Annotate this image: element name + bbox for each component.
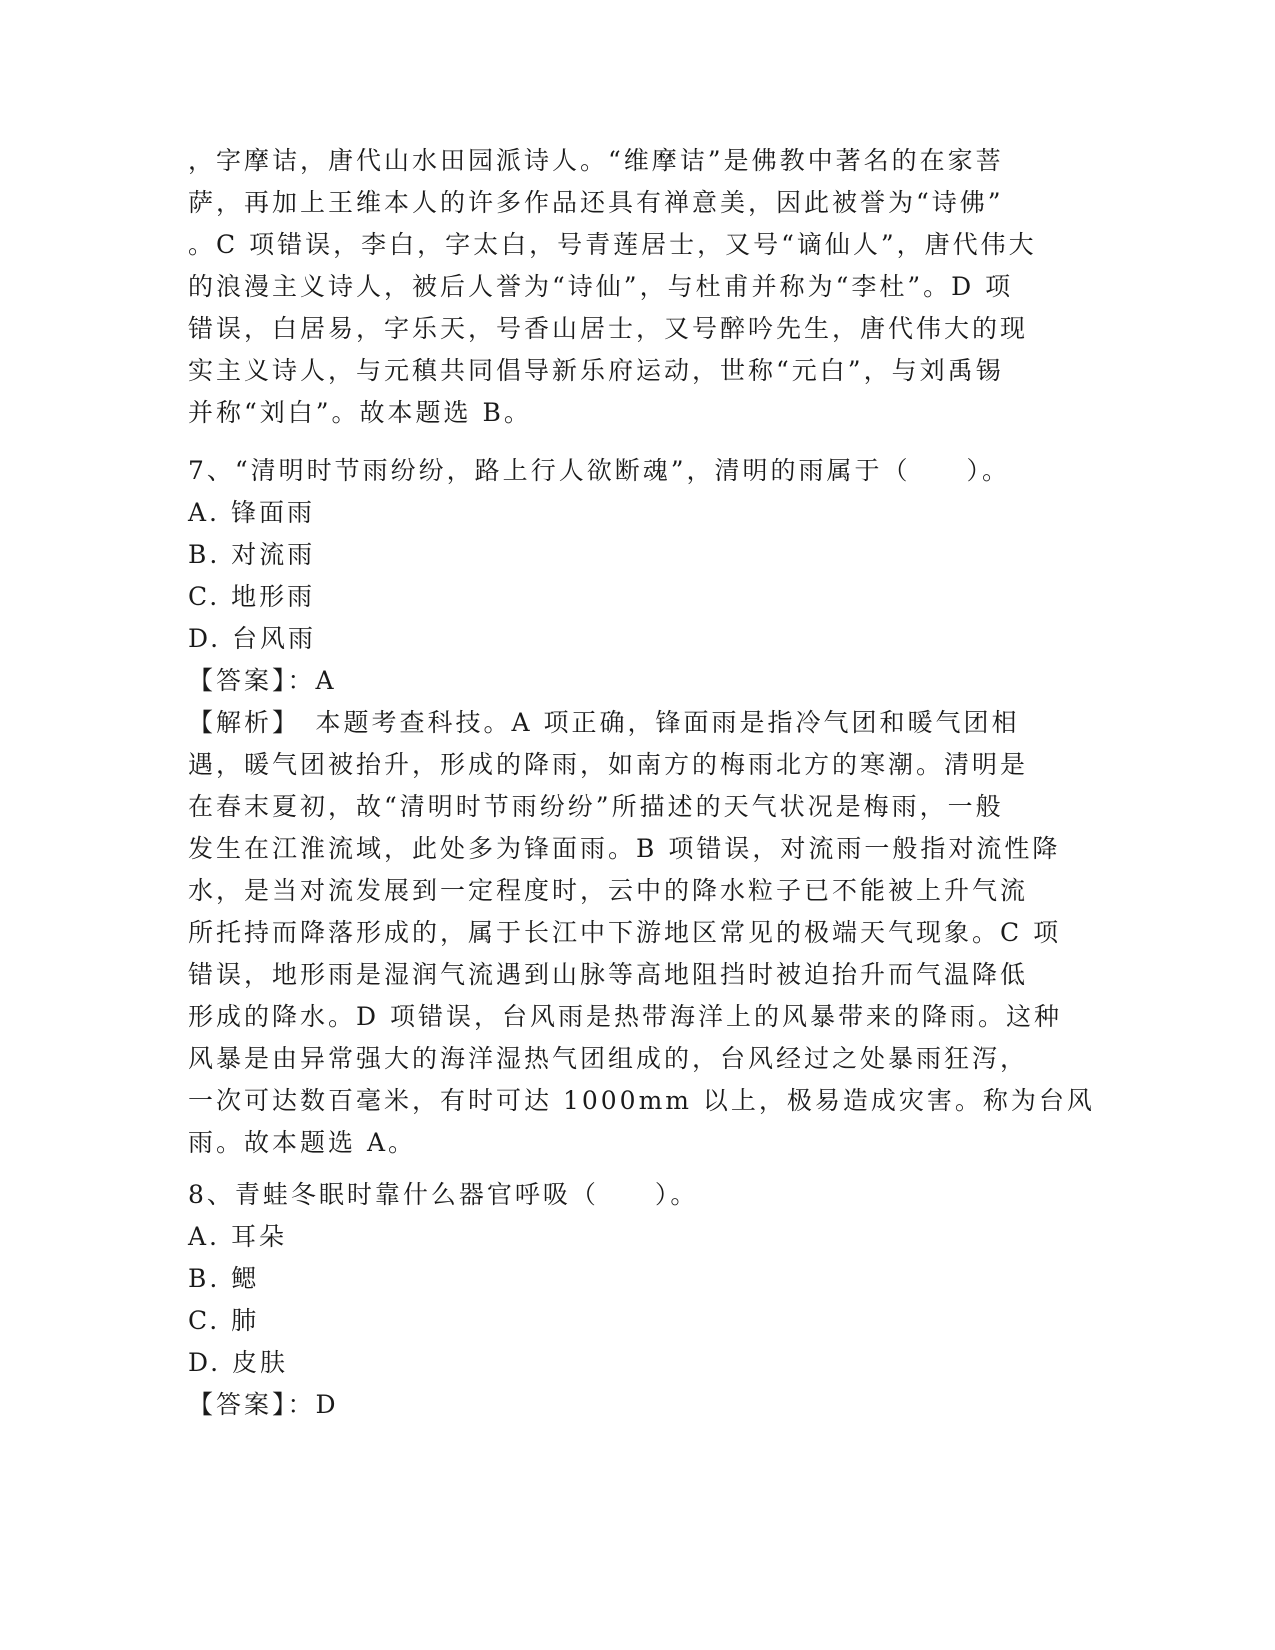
text-line: 实主义诗人，与元稹共同倡导新乐府运动，世称“元白”，与刘禹锡 (188, 356, 1004, 385)
question-7-explanation-line: 风暴是由异常强大的海洋湿热气团组成的，台风经过之处暴雨狂泻， (188, 1044, 1029, 1073)
text-line: 的浪漫主义诗人，被后人誉为“诗仙”，与杜甫并称为“李杜”。D 项 (188, 272, 1014, 301)
prev-explanation (188, 140, 1088, 434)
question-7-explanation-line: 在春末夏初，故“清明时节雨纷纷”所描述的天气状况是梅雨，一般 (188, 792, 1004, 821)
question-7-option-d: D. 台风雨 (188, 624, 317, 653)
question-7-explanation-line: 形成的降水。D 项错误，台风雨是热带海洋上的风暴带来的降雨。这种 (188, 1002, 1062, 1031)
question-7-explanation-line: 一次可达数百毫米，有时可达 1000mm 以上，极易造成灾害。称为台风 (188, 1086, 1095, 1115)
question-7-explanation-line: 发生在江淮流域，此处多为锋面雨。B 项错误，对流雨一般指对流性降 (188, 834, 1061, 863)
question-8-answer: 【答案】：D (188, 1390, 339, 1419)
question-7-explanation-line: 水，是当对流发展到一定程度时，云中的降水粒子已不能被上升气流 (188, 876, 1029, 905)
question-7-explanation-line: 遇，暖气团被抬升，形成的降雨，如南方的梅雨北方的寒潮。清明是 (188, 750, 1029, 779)
text-line: 并称“刘白”。故本题选 B。 (188, 398, 532, 427)
text-line: ，字摩诘，唐代山水田园派诗人。“维摩诘”是佛教中著名的在家菩 (188, 146, 1004, 175)
question-7 (188, 450, 1095, 1164)
question-7-explanation-line: 错误，地形雨是湿润气流遇到山脉等高地阻挡时被迫抬升而气温降低 (188, 960, 1029, 989)
question-7-option-c: C. 地形雨 (188, 582, 316, 611)
question-7-explanation-line: 所托持而降落形成的，属于长江中下游地区常见的极端天气现象。C 项 (188, 918, 1062, 947)
text-line: 。C 项错误，李白，字太白，号青莲居士，又号“谪仙人”，唐代伟大 (188, 230, 1037, 259)
question-8-option-a: A. 耳朵 (188, 1222, 287, 1251)
text-line: 萨，再加上王维本人的许多作品还具有禅意美，因此被誉为“诗佛” (188, 188, 1004, 217)
question-8-option-b: B. 鳃 (188, 1264, 260, 1293)
question-7-explanation-line: 雨。故本题选 A。 (188, 1128, 417, 1157)
question-7-option-a: A. 锋面雨 (188, 498, 315, 527)
question-7-explanation-line: 【解析】 本题考查科技。A 项正确，锋面雨是指冷气团和暖气团相 (188, 708, 1020, 737)
text-line: 错误，白居易，字乐天，号香山居士，又号醉吟先生，唐代伟大的现 (188, 314, 1029, 343)
question-8-stem: 8、青蛙冬眠时靠什么器官呼吸（ ）。 (188, 1180, 699, 1209)
question-7-stem: 7、“清明时节雨纷纷，路上行人欲断魂”，清明的雨属于（ ）。 (188, 456, 1010, 485)
question-7-option-b: B. 对流雨 (188, 540, 316, 569)
question-8 (188, 1174, 1088, 1426)
question-7-answer: 【答案】：A (188, 666, 337, 695)
question-8-option-c: C. 肺 (188, 1306, 260, 1335)
question-8-option-d: D. 皮肤 (188, 1348, 289, 1377)
